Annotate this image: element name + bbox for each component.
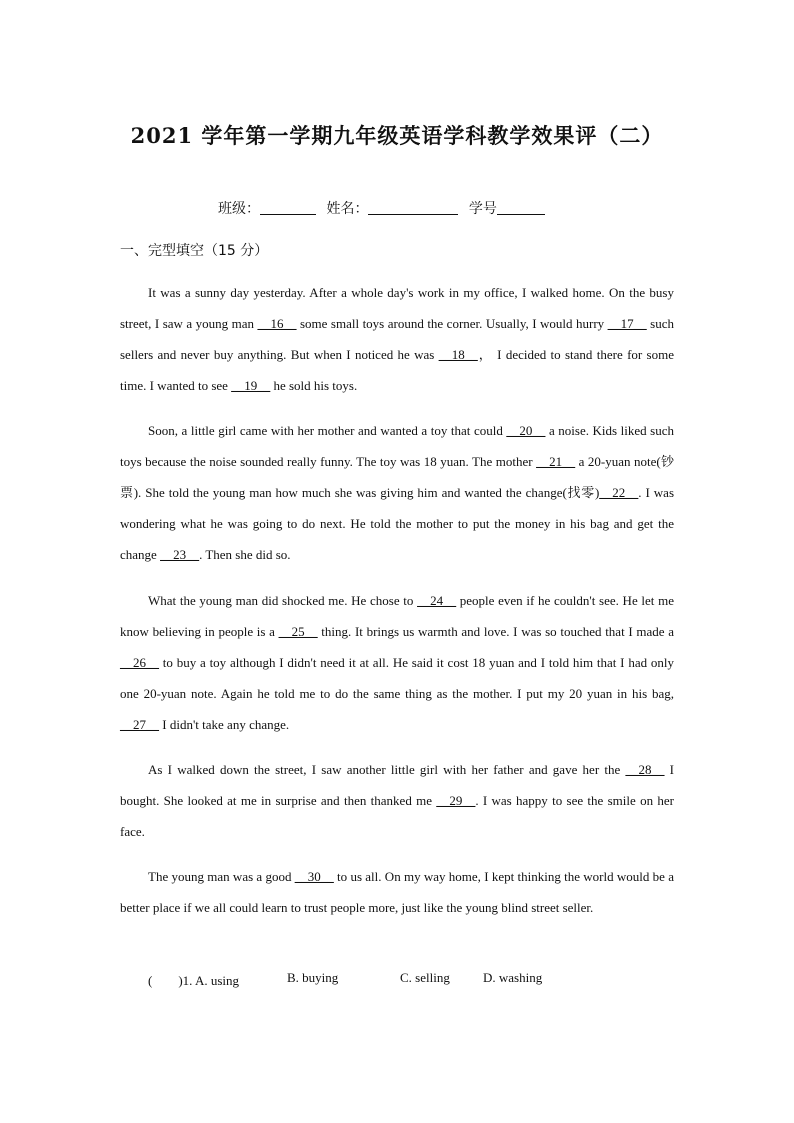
question-1-option-b: B. buying: [287, 970, 339, 985]
passage-text: What the young man did shocked me. He chose to: [148, 593, 418, 608]
passage-text: some small toys around the corner. Usually, I would hurry: [296, 316, 608, 331]
answer-blank: __24__: [417, 593, 457, 608]
passage-text: such sellers and never buy anything. But when I noticed he was: [120, 316, 674, 362]
answer-blank: __27__: [120, 717, 159, 732]
passage-text: a noise. Kids liked such toys because the noise sounded really funny. The toy was 18 yuan. The mother: [120, 423, 675, 469]
section-heading: 一、完型填空（15 分）: [120, 243, 269, 259]
passage-paragraph-5: [120, 861, 674, 923]
passage-text: I didn't take any change.: [159, 717, 290, 732]
name-label: 姓名：: [326, 201, 369, 217]
answer-blank: __17__: [607, 316, 647, 331]
passage-text: I bought. She looked at me in surprise and then thanked me: [120, 762, 674, 808]
passage-paragraph-4: [120, 754, 674, 847]
answer-blank: __28__: [625, 762, 665, 777]
passage-text: . I was happy to see the smile on her face.: [120, 793, 674, 839]
answer-blank: __19__: [231, 378, 271, 393]
passage-text: to buy a toy although I didn't need it at all. He said it cost 18 yuan and I told him that I had only one 20-yuan note. Again he told me to do the same thing as the mother. I put my 20 yuan in his bag,: [120, 655, 674, 701]
answer-blank: __29__: [436, 793, 476, 808]
passage-text: . I was wondering what he was going to do next. He told the mother to put the money in his bag and get the change: [120, 485, 675, 562]
student-id-label: 学号: [468, 201, 497, 217]
student-id-blank: [497, 200, 545, 215]
passage-text: he sold his toys.: [270, 378, 358, 393]
answer-blank: __22__: [599, 485, 639, 500]
question-1-option-c: C. selling: [400, 970, 450, 985]
passage-text: a 20-yuan note(钞票). She told the young man how much she was giving him and wanted the change(找零): [120, 454, 674, 500]
passage-text: It was a sunny day yesterday. After a whole day's work in my office, I walked home. On the busy street, I saw a young man: [120, 285, 674, 331]
passage-text: thing. It brings us warmth and love. I was so touched that I made a: [317, 624, 674, 639]
answer-blank: __16__: [257, 316, 297, 331]
passage-text: ， I decided to stand there for some time. I wanted to see: [120, 347, 674, 393]
answer-blank: __18__: [438, 347, 478, 362]
answer-blank: __26__: [120, 655, 159, 670]
student-info-line: [218, 198, 545, 218]
question-1-option-a: ( )1. A. using: [148, 973, 240, 988]
passage-paragraph-1: [120, 277, 674, 401]
passage-paragraph-3: [120, 585, 674, 740]
passage-text: Soon, a little girl came with her mother and wanted a toy that could: [148, 423, 507, 438]
page-title: 2021 学年第一学期九年级英语学科教学效果评（二）: [130, 123, 664, 148]
passage-paragraph-2: [120, 415, 674, 570]
question-1-option-d: D. washing: [483, 970, 543, 985]
passage-text: people even if he couldn't see. He let me know believing in people is a: [120, 593, 674, 639]
class-label: 班级：: [218, 201, 260, 217]
answer-blank: __30__: [294, 869, 334, 884]
answer-blank: __20__: [506, 423, 546, 438]
passage-text: As I walked down the street, I saw another little girl with her father and gave her the: [148, 762, 626, 777]
answer-blank: __23__: [160, 547, 200, 562]
class-blank: [260, 200, 316, 215]
answer-blank: __21__: [536, 454, 576, 469]
passage-text: The young man was a good: [148, 869, 295, 884]
passage-text: to us all. On my way home, I kept thinking the world would be a better place if we all could learn to trust people more, just like the young blind street seller.: [120, 869, 674, 915]
passage-text: . Then she did so.: [199, 547, 291, 562]
name-blank: [368, 200, 458, 215]
answer-blank: __25__: [278, 624, 318, 639]
